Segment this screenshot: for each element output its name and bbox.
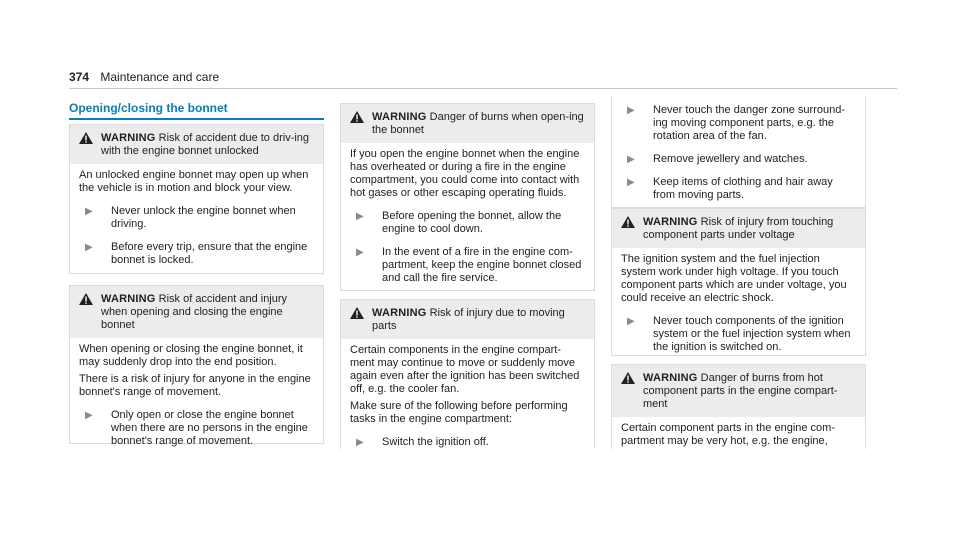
warning-triangle-icon xyxy=(350,307,364,319)
warning-body: Certain component parts in the engine com-partment may be very hot, e.g. the engine, xyxy=(621,422,836,447)
warning-head-text: Risk of injury due to moving parts xyxy=(372,307,565,332)
warning-header xyxy=(612,209,865,248)
warning-triangle-icon xyxy=(79,132,93,144)
warning-box-unlocked-bonnet xyxy=(69,124,324,274)
list-item: ▶ Before every trip, ensure that the engine bonnet is locked. xyxy=(85,241,308,266)
arrow-right-icon: ▶ xyxy=(85,242,93,253)
arrow-right-icon: ▶ xyxy=(85,410,93,421)
warning-body: An unlocked engine bonnet may open up when the vehicle is in motion and block your view. xyxy=(79,169,309,194)
arrow-right-icon: ▶ xyxy=(356,211,364,222)
warning-body: The ignition system and the fuel injection system work under high voltage. If you touch component parts which are under voltage, you could receive an electric shock. xyxy=(621,253,847,304)
list-item: ▶ In the event of a fire in the engine com-partment, keep the engine bonnet closed and call the fire service. xyxy=(356,246,582,284)
page-header xyxy=(69,70,219,84)
warning-triangle-icon xyxy=(621,372,635,384)
list-item: ▶ Keep items of clothing and hair away from moving parts. xyxy=(627,176,833,201)
warning-body: Make sure of the following before performing tasks in the engine compartment: xyxy=(350,400,568,425)
list-item: ▶ Remove jewellery and watches. xyxy=(627,153,808,165)
warning-label: WARNING xyxy=(643,216,698,228)
header-divider xyxy=(69,88,897,89)
warning-head-text: Risk of accident due to driv-ing with the engine bonnet unlocked xyxy=(101,132,310,157)
arrow-right-icon: ▶ xyxy=(356,247,364,258)
list-item: ▶ Never unlock the engine bonnet when driving. xyxy=(85,205,296,230)
warning-header xyxy=(70,125,323,164)
warning-box-voltage xyxy=(611,208,866,356)
warning-header xyxy=(70,286,323,338)
warning-box-continuation xyxy=(611,96,866,208)
warning-header xyxy=(341,104,594,143)
warning-body: When opening or closing the engine bonnet, it may suddenly drop into the end position. xyxy=(79,343,303,368)
warning-triangle-icon xyxy=(621,216,635,228)
warning-body: Certain components in the engine compart-ment may continue to move or suddenly move again even after the ignition has been switched off, e.g. the cooler fan. xyxy=(350,344,580,395)
list-item: ▶ Only open or close the engine bonnet when there are no persons in the engine bonnet's range of movement. xyxy=(85,409,308,447)
arrow-right-icon: ▶ xyxy=(627,105,635,116)
warning-label: WARNING xyxy=(643,372,698,384)
warning-label: WARNING xyxy=(372,307,427,319)
list-item: ▶ Before opening the bonnet, allow the engine to cool down. xyxy=(356,210,562,235)
warning-box-moving-parts xyxy=(340,299,595,449)
arrow-right-icon: ▶ xyxy=(85,206,93,217)
arrow-right-icon: ▶ xyxy=(356,437,364,448)
section-name: Maintenance and care xyxy=(100,70,220,84)
page-number: 374 xyxy=(69,70,90,84)
warning-label: WARNING xyxy=(372,111,427,123)
list-item: ▶ Switch the ignition off. xyxy=(356,436,489,448)
warning-head-text: Risk of accident and injury when opening and closing the engine bonnet xyxy=(101,293,288,331)
page-title: Opening/closing the bonnet xyxy=(69,101,228,115)
list-item: ▶ Never touch components of the ignition system or the fuel injection system when the ignition is switched on. xyxy=(627,315,851,353)
warning-box-burns-opening xyxy=(340,103,595,291)
warning-header xyxy=(612,365,865,417)
arrow-right-icon: ▶ xyxy=(627,154,635,165)
warning-box-hot-parts xyxy=(611,364,866,449)
warning-head-text: Danger of burns when open-ing the bonnet xyxy=(372,111,584,136)
warning-label: WARNING xyxy=(101,132,156,144)
warning-label: WARNING xyxy=(101,293,156,305)
warning-body: There is a risk of injury for anyone in the engine bonnet's range of movement. xyxy=(79,373,311,398)
warning-triangle-icon xyxy=(79,293,93,305)
arrow-right-icon: ▶ xyxy=(627,177,635,188)
warning-triangle-icon xyxy=(350,111,364,123)
warning-head-text: Risk of injury from touching component parts under voltage xyxy=(643,216,834,241)
warning-header xyxy=(341,300,594,339)
warning-box-opening-closing xyxy=(69,285,324,447)
warning-head-text: Danger of burns from hot component parts in the engine compart-ment xyxy=(643,372,838,410)
arrow-right-icon: ▶ xyxy=(627,316,635,327)
warning-body: If you open the engine bonnet when the engine has overheated or during a fire in the engine compartment, you could come into contact with hot gases or other escaping operating fluids. xyxy=(350,148,580,199)
list-item: ▶ Never touch the danger zone surround-ing moving component parts, e.g. the rotation area of the fan. xyxy=(627,104,846,142)
title-underline xyxy=(69,118,324,120)
